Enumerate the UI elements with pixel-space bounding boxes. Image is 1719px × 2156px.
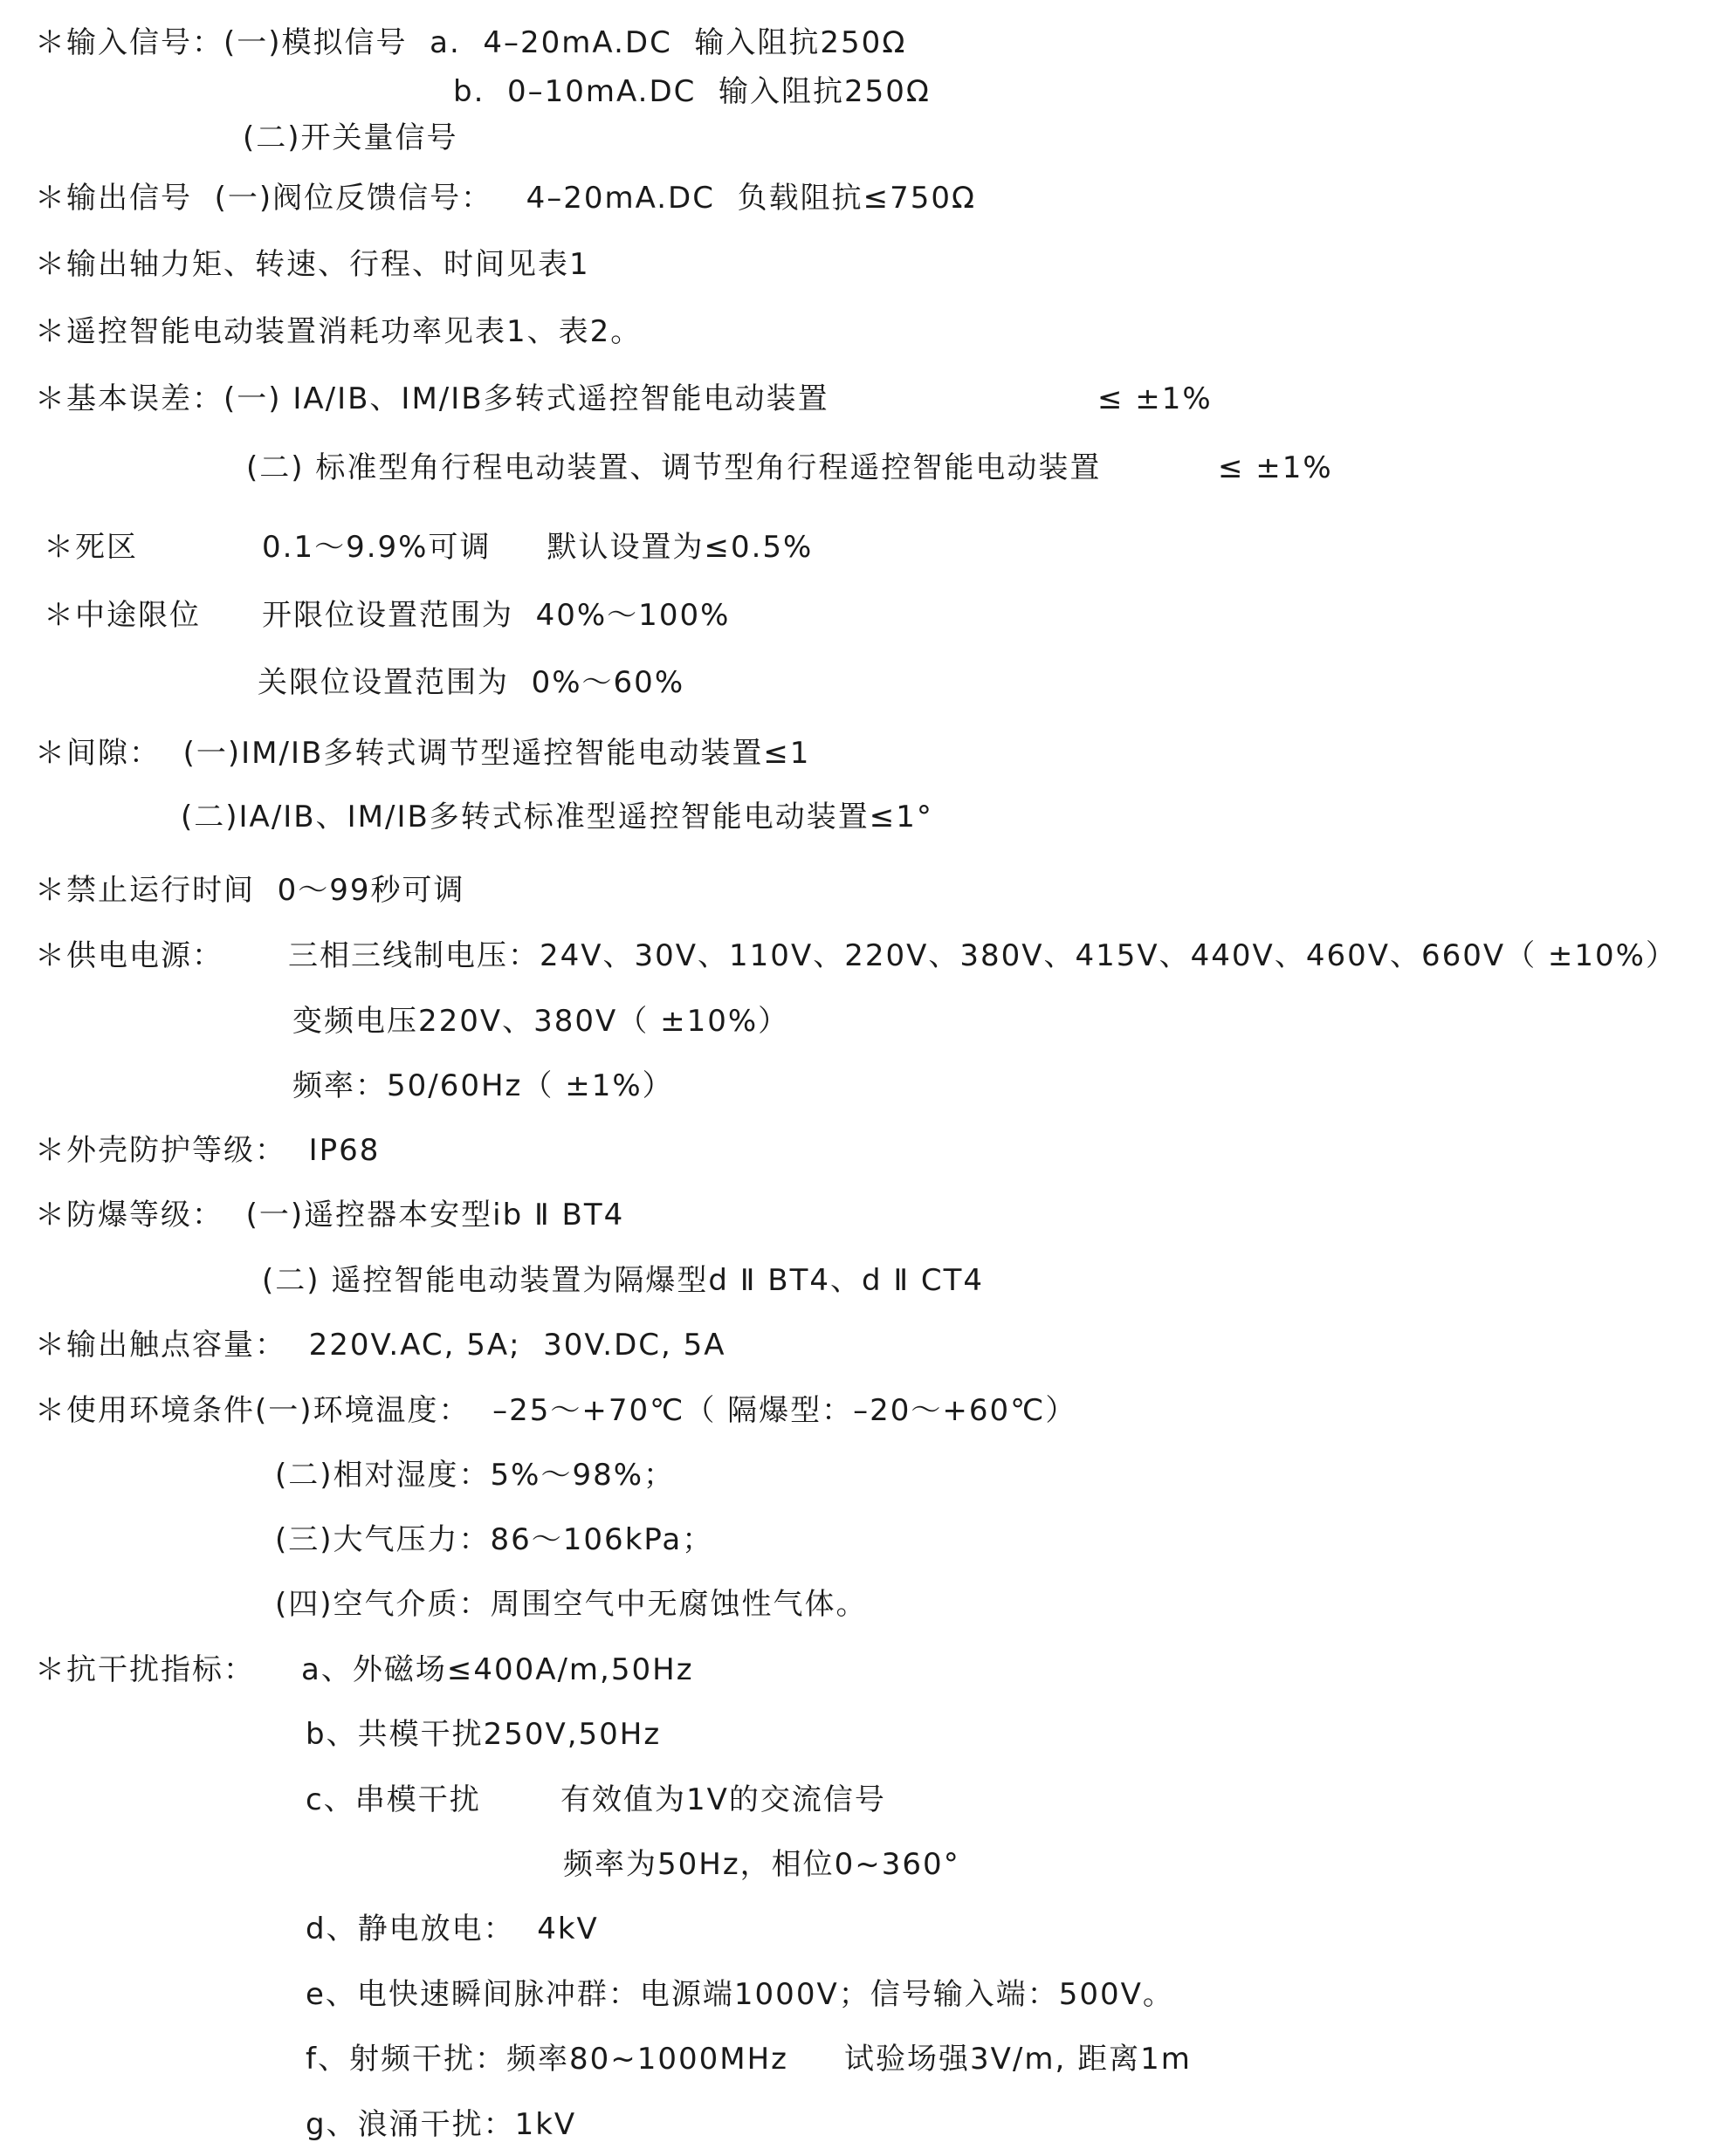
spec-line-explosion-1: ＊防爆等级： (一)遥控器本安型ib Ⅱ BT4 <box>35 1198 625 1232</box>
spec-line-input-signal: ＊输入信号：(一)模拟信号 a. 4–20mA.DC 输入阻抗250Ω <box>35 25 907 60</box>
spec-line-output-torque: ＊输出轴力矩、转速、行程、时间见表1 <box>35 247 590 282</box>
spec-line-basic-error-1: ＊基本误差：(一) IA/IB、IM/IB多转式遥控智能电动装置 <box>35 381 829 416</box>
spec-line-basic-error-2-value: ≤ ±1% <box>1218 450 1333 485</box>
spec-line-env-temperature: ＊使用环境条件(一)环境温度： –25～+70℃（ 隔爆型：–20～+60℃） <box>35 1393 1077 1428</box>
spec-line-mid-limit-label: ＊中途限位 <box>44 598 201 633</box>
spec-line-power-supply-label: ＊供电电源： <box>35 938 223 973</box>
spec-line-contact-capacity: ＊输出触点容量： 220V.AC, 5A; 30V.DC, 5A <box>35 1328 726 1363</box>
spec-line-emc-a: a、外磁场≤400A/m,50Hz <box>301 1652 694 1687</box>
spec-line-emc-e: e、电快速瞬间脉冲群：电源端1000V；信号输入端：500V。 <box>306 1977 1174 2012</box>
spec-line-emc-c-detail-2: 频率为50Hz，相位0~360° <box>563 1847 960 1882</box>
spec-line-power-supply-vfd: 变频电压220V、380V（ ±10%） <box>292 1004 790 1039</box>
spec-line-ip-rating: ＊外壳防护等级： IP68 <box>35 1133 381 1168</box>
spec-line-power-supply-voltage: 三相三线制电压：24V、30V、110V、220V、380V、415V、440V、460V、660V（ ±10%） <box>288 938 1677 973</box>
spec-line-gap-2: (二)IA/IB、IM/IB多转式标准型遥控智能电动装置≤1° <box>181 800 933 834</box>
spec-line-power-supply-freq: 频率：50/60Hz（ ±1%） <box>292 1068 674 1103</box>
spec-line-output-signal: ＊输出信号 (一)阀位反馈信号： 4–20mA.DC 负载阻抗≤750Ω <box>35 181 976 216</box>
spec-line-input-signal-b: b. 0–10mA.DC 输入阻抗250Ω <box>453 74 931 109</box>
spec-line-switch-signal: (二)开关量信号 <box>243 120 458 155</box>
spec-line-env-pressure: (三)大气压力：86～106kPa； <box>275 1522 714 1557</box>
spec-line-basic-error-1-value: ≤ ±1% <box>1097 381 1213 416</box>
spec-line-emc-b: b、共模干扰250V,50Hz <box>306 1717 662 1752</box>
spec-line-gap-1: ＊间隙： (一)IM/IB多转式调节型遥控智能电动装置≤1 <box>35 736 811 771</box>
spec-line-close-limit: 关限位设置范围为 0%～60% <box>258 665 685 700</box>
spec-line-dead-zone-value: 0.1～9.9%可调 默认设置为≤0.5% <box>262 530 814 565</box>
spec-line-emc-f: f、射频干扰：频率80~1000MHz 试验场强3V/m, 距离1m <box>306 2042 1192 2077</box>
spec-line-env-humidity: (二)相对湿度：5%～98%； <box>275 1458 676 1493</box>
spec-line-emc-c: c、串模干扰 <box>306 1782 481 1817</box>
spec-line-emc-c-detail-1: 有效值为1V的交流信号 <box>560 1782 886 1817</box>
spec-line-emc-label: ＊抗干扰指标： <box>35 1652 255 1687</box>
spec-line-dead-zone-label: ＊死区 <box>44 530 138 565</box>
spec-line-power-consumption: ＊遥控智能电动装置消耗功率见表1、表2。 <box>35 314 643 349</box>
spec-line-prohibit-time: ＊禁止运行时间 0～99秒可调 <box>35 873 465 908</box>
spec-line-open-limit: 开限位设置范围为 40%～100% <box>262 598 731 633</box>
spec-line-emc-d: d、静电放电： 4kV <box>306 1912 599 1947</box>
spec-line-basic-error-2: (二) 标准型角行程电动装置、调节型角行程遥控智能电动装置 <box>246 450 1102 485</box>
spec-line-emc-g: g、浪涌干扰：1kV <box>306 2107 577 2142</box>
spec-line-env-air: (四)空气介质：周围空气中无腐蚀性气体。 <box>275 1587 868 1622</box>
spec-line-explosion-2: (二) 遥控智能电动装置为隔爆型d Ⅱ BT4、d Ⅱ CT4 <box>262 1263 985 1298</box>
